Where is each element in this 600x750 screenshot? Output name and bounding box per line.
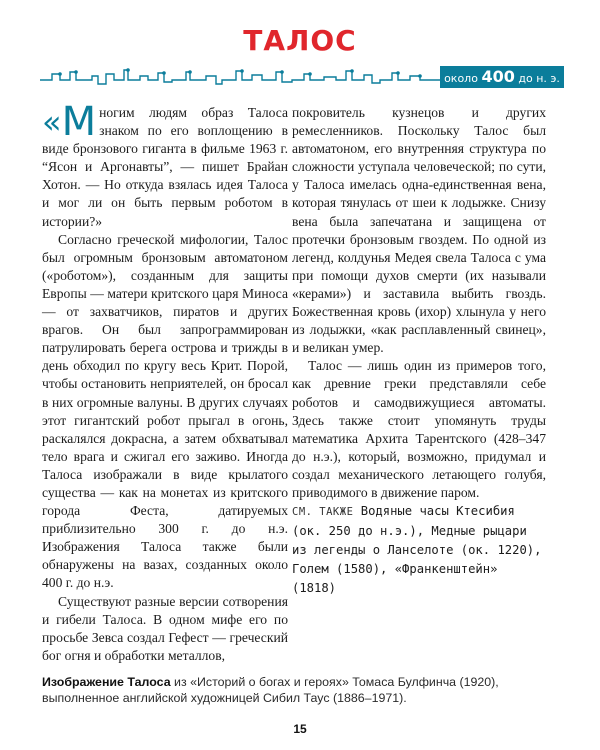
date-year: 400	[481, 67, 515, 86]
see-also-label: СМ. ТАКЖЕ	[292, 506, 354, 519]
paragraph-examples: Талос — лишь один из примеров того, как древние греки представляли себе роботов и самодвижущиеся автоматы. Здесь также стоит упомянуть труды математика Архита Тарентского (428–347 до н.э.), который, возможно, придумал и создал механического летающего голубя, приводимого в движение паром.	[292, 358, 546, 500]
page-number: 15	[293, 722, 307, 736]
date-badge	[440, 66, 564, 88]
paragraph-mythology: Согласно греческой мифологии, Талос был огромным бронзовым автоматоном («роботом»), созданным для защиты Европы — матери критского царя Миноса — от захватчиков, пиратов и других врагов. Он был запрограммирован патрулировать берега острова и трижды в день обходил по кругу весь Крит. Порой, чтобы остановить неприятелей, он бросал в них огромные валуны. В других случаях этот гигантский робот прыгал в огонь, раскалялся докрасна, а затем обхватывал тело врага и сжигал его заживо. Иногда Талоса изображали в виде крылатого существа — как на монетах из критского города Феста, датируемых приблизительно 300 г. до н.э. Изображения Талоса также были обнаружены на вазах, созданных около 400 г. до н.э.	[42, 231, 288, 591]
right-column	[292, 104, 546, 598]
see-also-text: Водяные часы Ктесибия (ок. 250 до н.э.), Медные рыцари из легенды о Ланселоте (ок. 1220), Голем (1580), «Франкенштейн» (1818)	[292, 504, 542, 596]
paragraph-versions-cont: покровитель кузнецов и других ремесленников. Поскольку Талос был автоматоном, его внутренняя структура по сложности уступала человеческой; по сути, у Талоса имелась одна-единственная вена, которая тянулась от шеи к лодыжке. Снизу вена была запечатана и защищена от протечки бронзовым гвоздем. По одной из легенд, колдунья Медея свела Талоса с ума при помощи духов смерти (их называли «керами») и заставила выбить гвоздь. Божественная кровь (ихор) хлынула у него из лодыжки, «как расплавленный свинец», и великан умер.	[292, 105, 546, 356]
see-also	[292, 502, 546, 598]
left-column	[42, 99, 288, 665]
caption-bold: Изображение Талоса	[42, 675, 171, 689]
paragraph-intro: «М ногим людям образ Талоса знаком по его воплощению в виде бронзового гиганта в фильме 1963 г. “Ясон и Аргонавты”, — пишет Брайан Хотон. — Но откуда взялась идея Талоса и мог ли он быть первым роботом в истории?»	[42, 99, 288, 229]
page-title: ТАЛОС	[243, 24, 357, 57]
paragraph-versions: Существуют разные версии сотворения и гибели Талоса. В одном мифе его по просьбе Зевса создал Гефест — греческий бог огня и обработки металлов,	[42, 593, 288, 663]
date-prefix: около	[444, 72, 478, 85]
circuit-decoration	[40, 62, 440, 92]
caption-text: из «Историй о богах и героях» Томаса Булфинча (1920), выполненное английской художницей Сибил Таус (1886–1971).	[42, 675, 499, 705]
date-suffix: до н. э.	[518, 72, 560, 85]
image-caption	[42, 674, 558, 706]
dropcap: «М	[42, 99, 97, 145]
